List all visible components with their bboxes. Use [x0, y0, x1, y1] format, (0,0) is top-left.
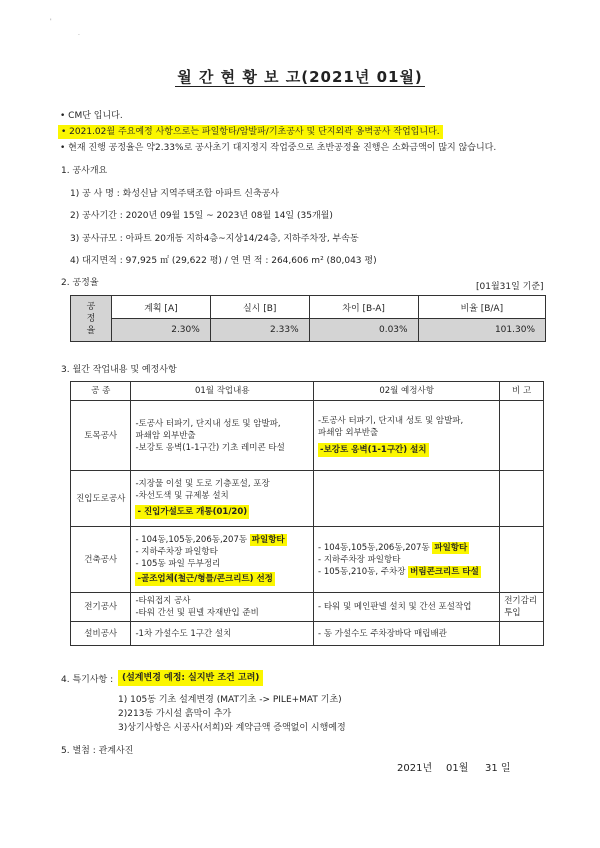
jan-work-cell	[131, 401, 314, 471]
jan-work-highlight: - 진입가설도로 개통(01/20)	[137, 507, 248, 517]
progress-header: 차이 [B-A]	[309, 296, 418, 319]
overview-item: 3) 공사규모 : 아파트 20개동 지하4층~지상14/24층, 지하주차장, 부속동	[70, 234, 359, 244]
note-cell	[500, 622, 544, 646]
table-row	[71, 527, 544, 593]
work-header: 공 종	[71, 382, 131, 401]
jan-work-line: -차선도색 및 규제봉 설치	[135, 491, 229, 501]
jan-pile-tag: 파일항타	[251, 534, 285, 545]
feb-plan-line-text: - 105동,210동, 주차장	[318, 566, 406, 577]
jan-work-cell	[131, 527, 314, 593]
progress-value-ratio: 101.30%	[418, 319, 545, 342]
progress-value-plan: 2.30%	[112, 319, 211, 342]
feb-plan-cell	[314, 527, 500, 593]
table-row	[71, 593, 544, 622]
page-title: 월 간 현 황 보 고(2021년 01월)	[177, 68, 423, 86]
work-category: 진입도로공사	[71, 471, 131, 527]
feb-plan-line: 파쇄암 외부반출	[318, 427, 379, 438]
note-cell: 전기감리 투입	[500, 593, 544, 622]
scan-mark: '	[50, 18, 52, 25]
special-heading: 4. 특기사항 :	[61, 675, 114, 685]
intro-bullet-2: • 2021.02월 주요예정 사항으로는 파일항타/암발파/기초공사 및 단지외곽 옹벽공사 작업입니다.	[58, 125, 443, 139]
progress-header: 계획 [A]	[112, 296, 211, 319]
progress-table	[70, 295, 546, 342]
jan-work-line: -토공사 터파기, 단지내 성토 및 암발파,	[135, 418, 281, 429]
special-item: 1) 105동 기초 설계변경 (MAT기초 -> PILE+MAT 기초)	[118, 695, 342, 705]
feb-plan-line	[318, 542, 495, 554]
work-heading: 3. 월간 작업내용 및 예정사항	[61, 365, 177, 375]
table-row	[71, 622, 544, 646]
work-header: 01월 작업내용	[131, 382, 314, 401]
note-cell	[500, 471, 544, 527]
progress-row-label	[71, 296, 112, 342]
jan-work-highlight: -골조업체(철근/형틀/콘크리트) 선정	[137, 573, 273, 584]
date-year: 2021년	[397, 763, 433, 774]
jan-work-line: -보강토 옹벽(1-1구간) 기초 레미콘 타설	[135, 442, 285, 453]
attachment-note: 5. 별첨 : 관계사진	[61, 746, 134, 756]
progress-value-diff: 0.03%	[309, 319, 418, 342]
jan-work-cell	[131, 471, 314, 527]
jan-work-line: 파쇄암 외부반출	[135, 430, 196, 441]
date-day: 31 일	[485, 763, 511, 774]
jan-work-line: - 지하주차장 파일항타	[135, 546, 218, 557]
feb-plan-cell	[314, 593, 500, 622]
overview-item: 2) 공사기간 : 2020년 09월 15일 ~ 2023년 08월 14일 (35개월)	[70, 211, 333, 221]
intro-bullet-1: • CM단 입니다.	[60, 111, 123, 121]
progress-heading: 2. 공정율	[61, 278, 99, 288]
feb-plan-cell	[314, 401, 500, 471]
feb-pile-tag: 파일항타	[434, 542, 468, 553]
feb-concrete-tag: 버림콘크리트 타설	[410, 566, 479, 577]
feb-plan-cell	[314, 471, 500, 527]
overview-heading: 1. 공사개요	[61, 166, 108, 176]
progress-header: 실시 [B]	[210, 296, 309, 319]
feb-plan-line: - 동 가설수도 주차장바닥 매립배관	[318, 628, 447, 639]
intro-bullet-3: • 현재 진행 공정율은 약2.33%로 공사초기 대지정지 작업중으로 초반공정율 진행은 소화금액이 많지 않습니다.	[60, 143, 497, 153]
jan-work-cell	[131, 622, 314, 646]
feb-plan-line: -토공사 터파기, 단지내 성토 및 암발파,	[318, 415, 464, 426]
date-month: 01월	[446, 763, 469, 774]
jan-work-line: - 105동 파일 두부정리	[135, 558, 221, 569]
work-header: 비 고	[500, 382, 544, 401]
note-cell	[500, 527, 544, 593]
special-item: 2)213동 가시설 흙막이 추가	[118, 709, 232, 719]
work-category: 건축공사	[71, 527, 131, 593]
progress-row-label-text: 공 정 율	[86, 301, 96, 336]
feb-plan-line-text: - 104동,105동,206동,207동	[318, 542, 430, 553]
work-category: 전기공사	[71, 593, 131, 622]
jan-work-line-text: - 104동,105동,206동,207동	[135, 534, 248, 545]
jan-work-line: -타워 간선 및 핀넬 자재반입 준비	[135, 608, 259, 618]
feb-plan-line	[318, 566, 495, 578]
progress-date-note: [01월31일 기준]	[476, 282, 544, 292]
jan-work-line	[135, 534, 309, 546]
feb-plan-line: - 지하주차장 파일항타	[318, 554, 401, 565]
jan-work-line: -타워접지 공사	[135, 596, 191, 606]
jan-work-line: -1차 가설수도 1구간 설치	[135, 628, 232, 639]
feb-plan-highlight: -보강토 옹벽(1-1구간) 설치	[320, 444, 427, 455]
special-item: 3)상기사항은 시공사(서희)와 계약금액 증액없이 시행예정	[118, 723, 346, 733]
feb-plan-cell	[314, 622, 500, 646]
progress-value-actual: 2.33%	[210, 319, 309, 342]
table-row	[71, 401, 544, 471]
work-table	[70, 381, 544, 646]
feb-plan-line: - 타워 및 메인판넬 설치 및 간선 포설작업	[318, 602, 472, 612]
jan-work-cell	[131, 593, 314, 622]
special-highlight: (설계변경 예정: 실지반 조건 고려)	[118, 670, 263, 686]
overview-item: 1) 공 사 명 : 화성신남 지역주택조합 아파트 신축공사	[70, 189, 280, 199]
overview-item: 4) 대지면적 : 97,925 ㎡ (29,622 평) / 연 면 적 : 264,606 m² (80,043 평)	[70, 256, 377, 266]
work-category: 토목공사	[71, 401, 131, 471]
scan-mark: .	[78, 30, 80, 37]
work-category: 설비공사	[71, 622, 131, 646]
table-row	[71, 471, 544, 527]
note-cell	[500, 401, 544, 471]
progress-header: 비율 [B/A]	[418, 296, 545, 319]
work-header: 02월 예정사항	[314, 382, 500, 401]
jan-work-line: -지장물 이설 및 도로 기층포설, 포장	[135, 479, 270, 489]
